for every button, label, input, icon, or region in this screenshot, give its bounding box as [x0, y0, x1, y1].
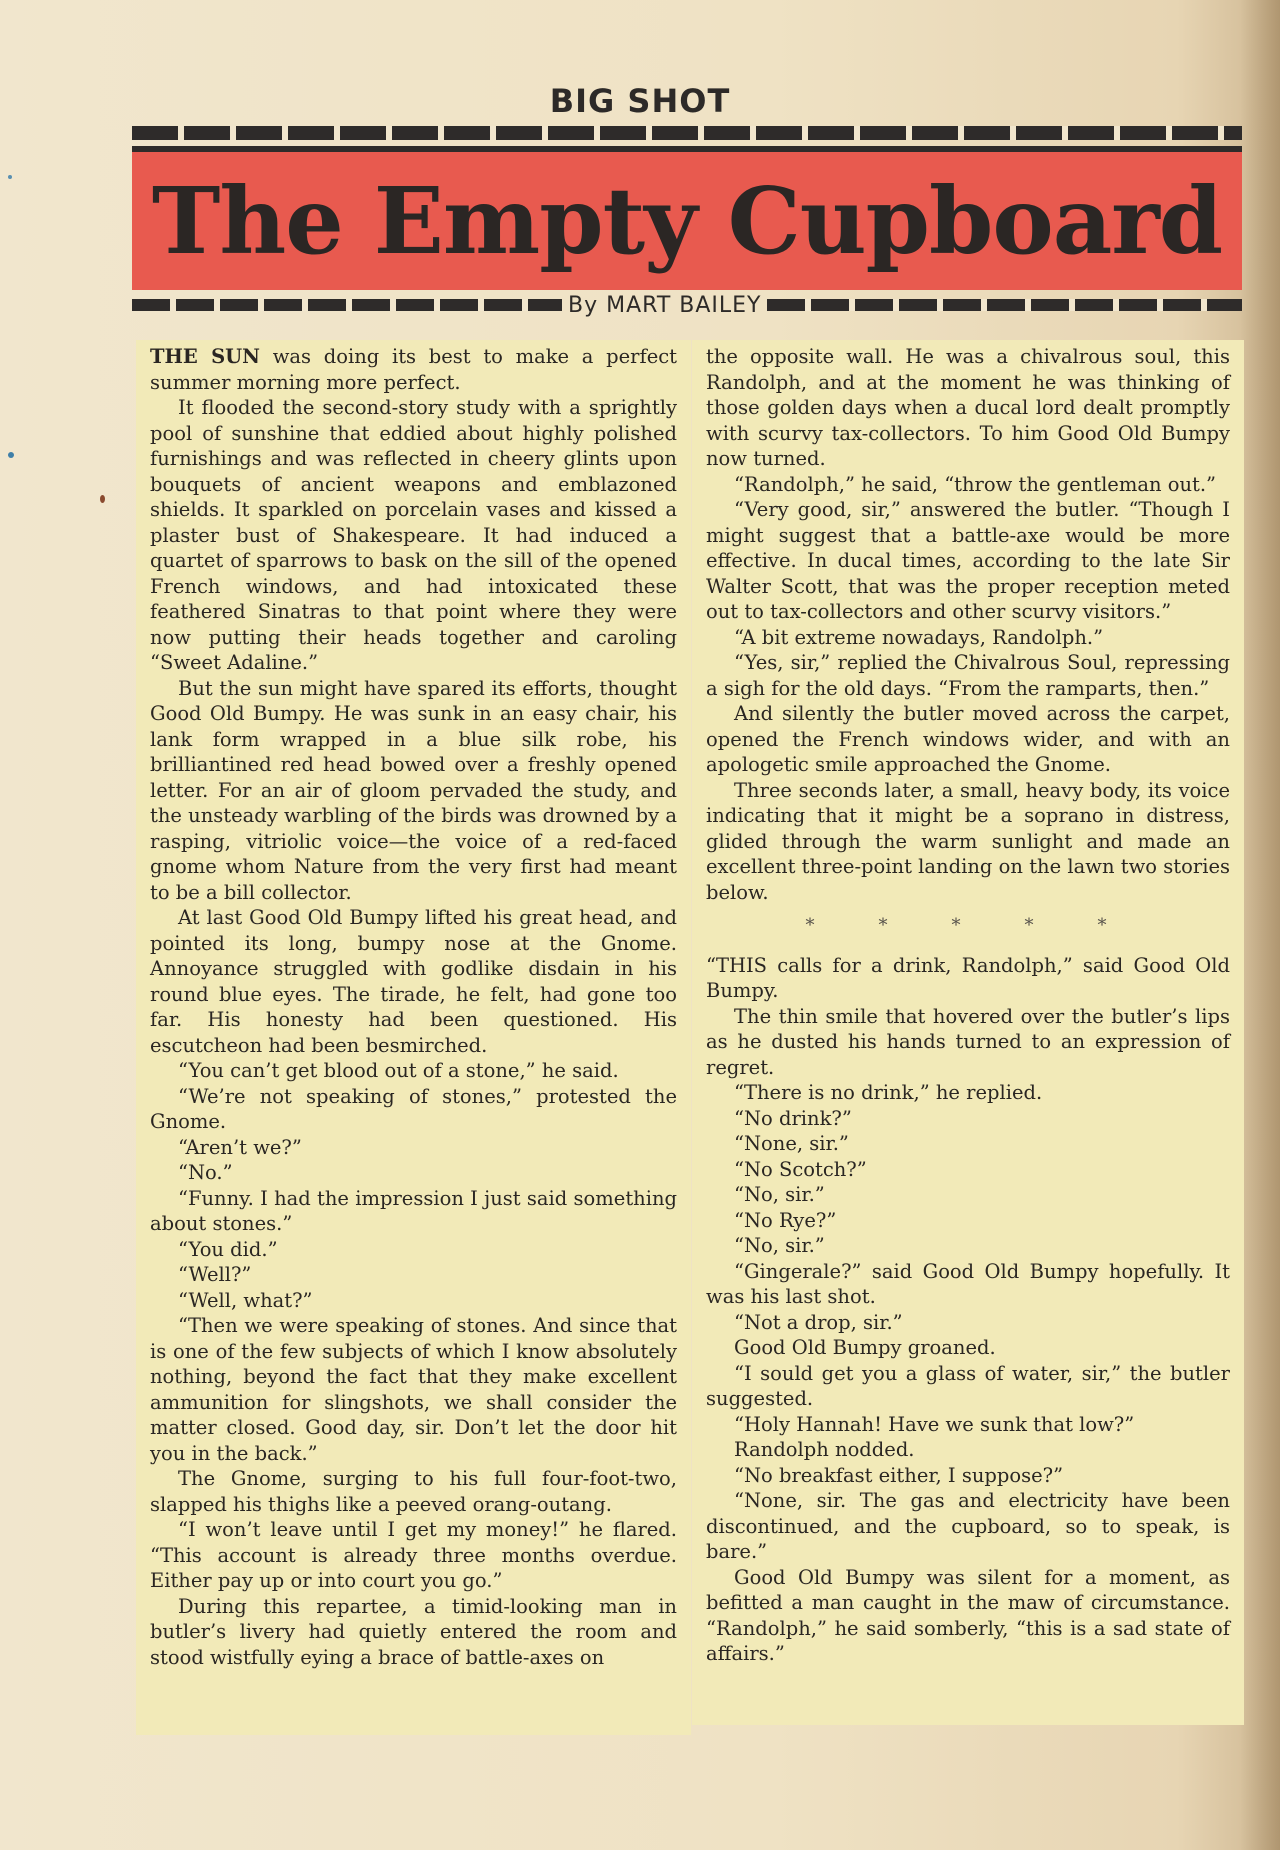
paragraph [706, 625, 1230, 651]
paragraph [706, 1488, 1230, 1565]
paragraph-text: “No.” [178, 1161, 233, 1184]
paragraph [150, 1466, 677, 1517]
paragraph [150, 1160, 677, 1186]
paragraph-text: “Aren’t we?” [178, 1135, 302, 1159]
paragraph [150, 1288, 677, 1314]
title-top-rule [132, 126, 1242, 140]
story-column-right-part-1 [706, 344, 1230, 905]
paragraph [706, 1310, 1230, 1336]
paragraph-text: “A bit extreme nowadays, Randolph.” [734, 625, 1104, 649]
paragraph-text: “None, sir.” [734, 1132, 849, 1155]
asterism-star: * [951, 915, 1025, 936]
paragraph [150, 344, 677, 395]
paragraph [706, 1004, 1230, 1081]
paragraph-text: “No drink?” [734, 1106, 852, 1130]
paragraph [706, 1131, 1230, 1157]
paragraph [150, 1594, 677, 1671]
paragraph [150, 1237, 677, 1263]
paragraph-text: “You can’t get blood out of a stone,” he said. [178, 1059, 619, 1082]
paragraph [150, 1262, 677, 1288]
paragraph [150, 905, 677, 1058]
story-column-right [692, 340, 1244, 1725]
paragraph-text: “Funny. I had the impression I just said something about stones.” [150, 1186, 677, 1235]
asterism-star: * [805, 915, 879, 936]
paragraph [150, 1517, 677, 1594]
paragraph-text: “Then we were speaking of stones. And since that is one of the few subjects of which I know absolutely nothing, beyond the fact that they make excellent ammunition for slingshots, we shall consider the matter closed. Good day, sir. Don’t let the door hit you in the back.” [150, 1314, 677, 1465]
story-column-left [136, 340, 691, 1735]
edge-blemish [8, 452, 14, 458]
asterism-star: * [878, 915, 952, 936]
paragraph-text: “No, sir.” [734, 1234, 825, 1257]
paragraph [706, 1565, 1230, 1667]
paragraph-text: Good Old Bumpy groaned. [734, 1336, 996, 1359]
paragraph-text: Good Old Bumpy was silent for a moment, as befitted a man caught in the maw of circumstance. “Randolph,” he said somberly, “this is a sad state of affairs.” [706, 1565, 1230, 1665]
paragraph-text: “We’re not speaking of stones,” protested the Gnome. [150, 1084, 677, 1133]
paragraph [706, 1106, 1230, 1132]
title-band [132, 146, 1242, 290]
lead-in: THE SUN [150, 345, 261, 368]
paragraph [706, 344, 1230, 472]
paragraph-text: “Holy Hannah! Have we sunk that low?” [734, 1412, 1135, 1436]
paragraph-text: “None, sir. The gas and electricity have been discontinued, and the cupboard, so to speak, is bare.” [706, 1489, 1230, 1563]
paragraph-text: Three seconds later, a small, heavy body, its voice indicating that it might be a soprano in distress, glided through the warm sunlight and made an excellent three-point landing on the lawn two stories below. [706, 778, 1230, 904]
paragraph [706, 1412, 1230, 1438]
paragraph [150, 1313, 677, 1466]
paragraph [150, 1058, 677, 1084]
story-title: The Empty Cupboard [151, 167, 1223, 275]
paragraph-text: “There is no drink,” he replied. [734, 1081, 1043, 1104]
asterism-star: * [1097, 915, 1171, 936]
paragraph-text: At last Good Old Bumpy lifted his great head, and pointed its long, bumpy nose at the Gnome. Annoyance struggled with godlike disdain in his round blue eyes. The tirade, he felt, had gone too far. His honesty had been questioned. His escutcheon had been besmirched. [150, 906, 677, 1057]
paragraph-text: Randolph nodded. [734, 1438, 915, 1461]
paragraph-text: “You did.” [178, 1237, 278, 1261]
byline-rule-right [767, 299, 1242, 311]
story-column-right-part-2 [706, 953, 1230, 1667]
paragraph-text: “No Scotch?” [734, 1157, 867, 1181]
paragraph-text: “No breakfast either, I suppose?” [734, 1463, 1064, 1487]
edge-blemish [8, 175, 12, 179]
paragraph [706, 472, 1230, 498]
paragraph-text: “No Rye?” [734, 1208, 837, 1232]
paragraph [706, 497, 1230, 625]
paragraph-text: was doing its best to make a perfect summer morning more perfect. [150, 345, 677, 394]
asterism-star: * [1024, 915, 1098, 936]
paragraph [706, 1437, 1230, 1463]
paragraph [150, 1186, 677, 1237]
paragraph-text: The thin smile that hovered over the butler’s lips as he dusted his hands turned to an expression of regret. [706, 1004, 1230, 1079]
paragraph [706, 650, 1230, 701]
paragraph-text: “No, sir.” [734, 1183, 825, 1206]
byline: By MART BAILEY [568, 292, 762, 318]
paragraph-text: It flooded the second-story study with a sprightly pool of sunshine that eddied about highly polished furnishings and was reflected in cheery glints upon bouquets of ancient weapons and emblazoned shields. It sparkled on porcelain vases and kissed a plaster bust of Shakespeare. It had induced a quartet of sparrows to bask on the sill of the opened French windows, and had intoxicated these feathered Sinatras to that point where they were now putting their heads together and caroling “Sweet Adaline.” [150, 396, 677, 674]
paragraph [706, 1208, 1230, 1234]
paragraph-text: “I sould get you a glass of water, sir,” the butler suggested. [706, 1361, 1230, 1410]
byline-row [132, 290, 1242, 320]
paragraph [706, 1157, 1230, 1183]
paragraph [706, 778, 1230, 906]
paragraph [150, 1084, 677, 1135]
paragraph [706, 701, 1230, 778]
section-break [746, 913, 1230, 939]
paragraph [150, 1135, 677, 1161]
paragraph [706, 1259, 1230, 1310]
page-spine-shadow [1240, 0, 1280, 1850]
paragraph-text: “Not a drop, sir.” [734, 1310, 903, 1334]
paragraph-text: “Well, what?” [178, 1288, 313, 1312]
paragraph [706, 953, 1230, 1004]
paragraph [706, 1080, 1230, 1106]
paragraph [706, 1335, 1230, 1361]
paragraph [706, 1233, 1230, 1259]
paragraph [150, 676, 677, 906]
paragraph [150, 395, 677, 676]
paragraph-text: “Well?” [178, 1263, 252, 1286]
paragraph [706, 1463, 1230, 1489]
paragraph-text: During this repartee, a timid-looking man in butler’s livery had quietly entered the room and stood wistfully eying a brace of battle-axes on [150, 1594, 677, 1669]
paragraph-text: But the sun might have spared its efforts, thought Good Old Bumpy. He was sunk in an easy chair, his lank form wrapped in a blue silk robe, his brilliantined red head bowed over a freshly opened letter. For an air of gloom pervaded the study, and the unsteady warbling of the birds was drowned by a rasping, vitriolic voice—the voice of a red-faced gnome whom Nature from the very first had meant to be a bill collector. [150, 676, 677, 904]
masthead: BIG SHOT [549, 82, 731, 120]
paragraph-text: And silently the butler moved across the carpet, opened the French windows wider, and with an apologetic smile approached the Gnome. [706, 702, 1230, 776]
paragraph [706, 1361, 1230, 1412]
paragraph-text: “Yes, sir,” replied the Chivalrous Soul, repressing a sigh for the old days. “From the ramparts, then.” [706, 651, 1230, 700]
paragraph-text: “Gingerale?” said Good Old Bumpy hopefully. It was his last shot. [706, 1259, 1230, 1308]
edge-blemish [100, 495, 105, 503]
paragraph [706, 1182, 1230, 1208]
paragraph-text: “Very good, sir,” answered the butler. “Though I might suggest that a battle-axe would be more effective. In ducal times, according to the late Sir Walter Scott, that was the proper reception meted out to tax-collectors and other scurvy visitors.” [706, 498, 1230, 623]
paragraph-text: The Gnome, surging to his full four-foot-two, slapped his thighs like a peeved orang-outang. [150, 1467, 677, 1516]
byline-rule-left [132, 299, 562, 311]
paragraph-text: “Randolph,” he said, “throw the gentleman out.” [734, 472, 1217, 496]
paragraph-text: “I won’t leave until I get my money!” he flared. “This account is already three months overdue. Either pay up or into court you go.” [150, 1518, 677, 1592]
paragraph-text: “THIS calls for a drink, Randolph,” said Good Old Bumpy. [706, 953, 1230, 1002]
paragraph-text: the opposite wall. He was a chivalrous soul, this Randolph, and at the moment he was thinking of those golden days when a ducal lord dealt promptly with scurvy tax-collectors. To him Good Old Bumpy now turned. [706, 345, 1230, 470]
